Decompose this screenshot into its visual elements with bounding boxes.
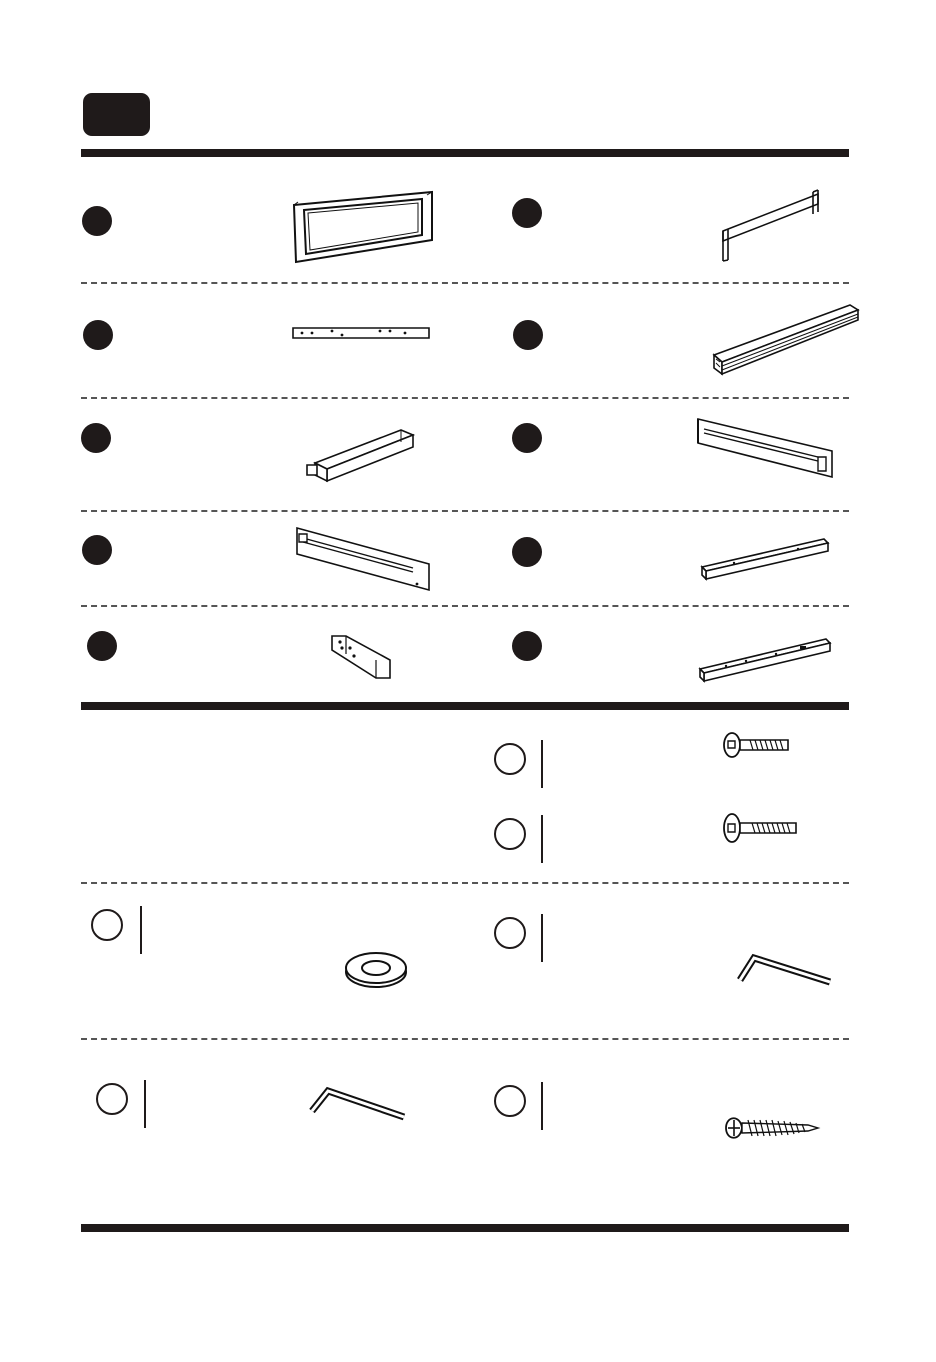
center-support-drawing <box>696 635 834 683</box>
parts-divider <box>81 510 849 512</box>
part-marker <box>512 537 542 567</box>
hardware-separator <box>140 906 142 954</box>
top-rule <box>81 149 849 157</box>
parts-divider <box>81 397 849 399</box>
wood-screw-drawing <box>722 1110 822 1146</box>
hardware-divider <box>81 882 849 884</box>
washer-drawing <box>344 950 410 990</box>
part-marker <box>512 198 542 228</box>
bracket-drawing <box>328 632 394 682</box>
part-marker <box>512 423 542 453</box>
support-rail-drawing <box>698 535 832 579</box>
bottom-rule <box>81 1224 849 1232</box>
hardware-marker <box>494 917 526 949</box>
hardware-separator <box>144 1080 146 1128</box>
hardware-marker <box>494 743 526 775</box>
hardware-separator <box>541 1082 543 1130</box>
part-marker <box>513 320 543 350</box>
headboard-panel-drawing <box>290 190 435 265</box>
hardware-marker <box>494 1085 526 1117</box>
drilled-rail-drawing <box>290 325 435 343</box>
side-rail-drawing <box>694 415 836 483</box>
part-marker <box>81 423 111 453</box>
part-marker <box>87 631 117 661</box>
hardware-separator <box>541 815 543 863</box>
small-allen-key-drawing <box>308 1087 406 1125</box>
hardware-marker <box>494 818 526 850</box>
hardware-divider <box>81 1038 849 1040</box>
hardware-marker <box>91 909 123 941</box>
section-title-badge <box>83 93 150 136</box>
part-marker <box>512 631 542 661</box>
center-leg-drawing <box>303 425 418 483</box>
footboard-drawing <box>718 186 828 266</box>
part-marker <box>82 535 112 565</box>
hardware-marker <box>96 1083 128 1115</box>
long-bolt-drawing <box>722 810 800 846</box>
parts-divider <box>81 282 849 284</box>
hardware-separator <box>541 740 543 788</box>
part-marker <box>83 320 113 350</box>
parts-divider <box>81 605 849 607</box>
short-bolt-drawing <box>722 730 792 760</box>
parts-bottom-rule <box>81 702 849 710</box>
slat-bundle-drawing <box>712 300 860 380</box>
part-marker <box>82 206 112 236</box>
side-rail-drawing <box>293 524 433 596</box>
hardware-separator <box>541 914 543 962</box>
large-allen-key-drawing <box>736 952 834 992</box>
